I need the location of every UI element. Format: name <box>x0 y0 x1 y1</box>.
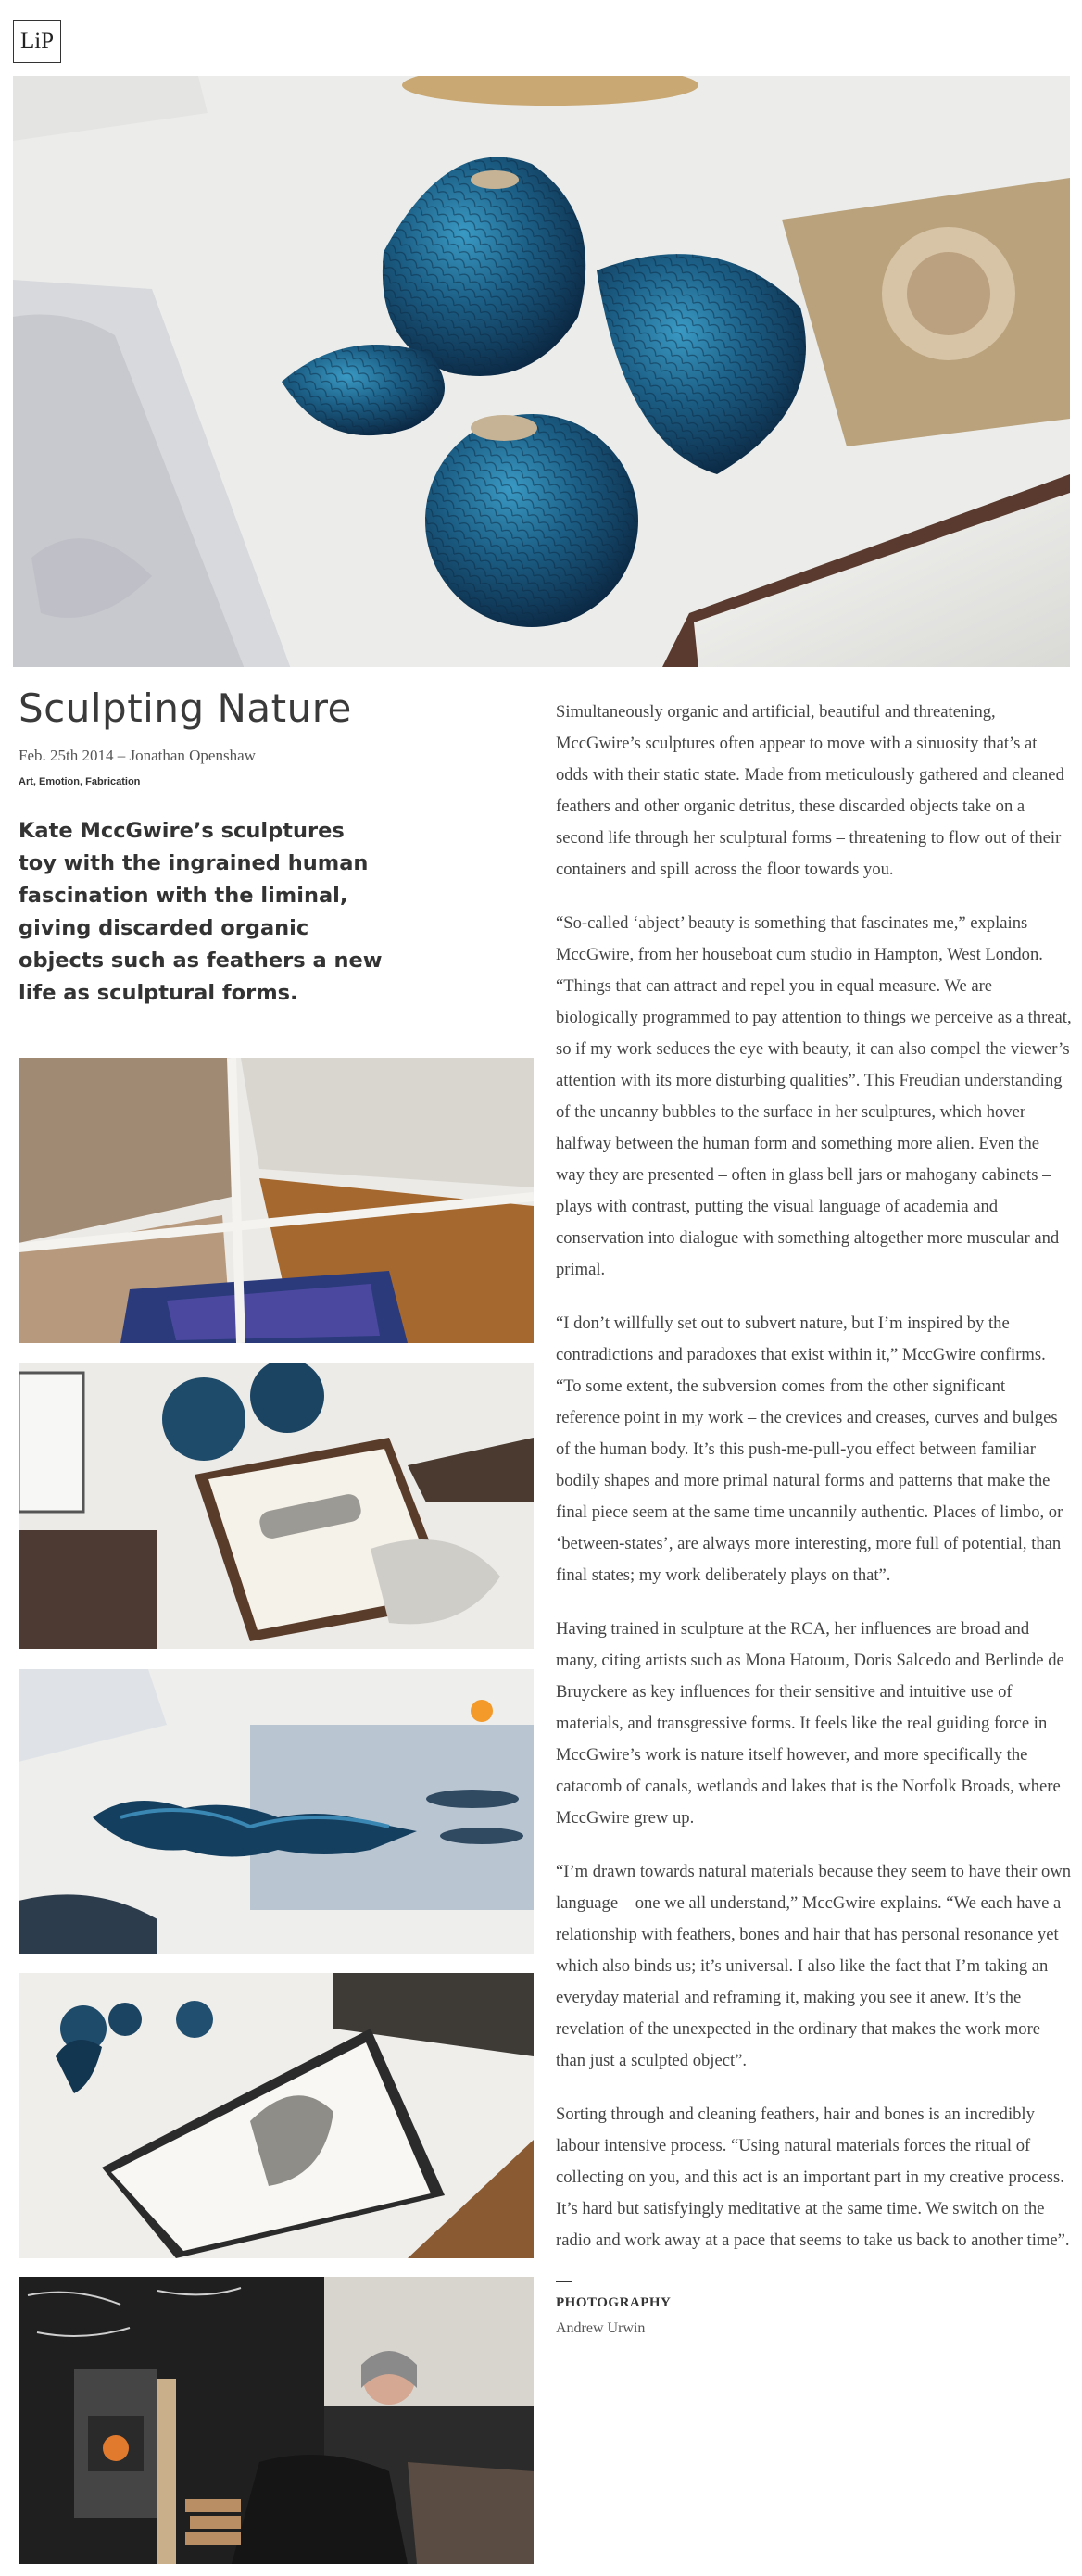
article-paragraph: “I don’t willfully set out to subvert nature, but I’m inspired by the contradictions and paradoxes that exist within it,” MccGwire confirms. “To some extent, the subversion comes from the other significant reference point in my work – the crevices and creases, curves and bulges of the human body. It’s this push-me-pull-you effect between familiar bodily shapes and more primal natural forms and patterns that make the final piece seem at the same time uncannily authentic. Places of limbo, or ‘between-states’, are always more interesting, more full of potential, than final states; my work deliberately plays on that”. <box>556 1313 1063 1585</box>
photo-artist-portrait <box>19 2277 534 2564</box>
article-meta: Feb. 25th 2014 – Jonathan Openshaw <box>19 747 256 764</box>
article-title: Sculpting Nature <box>19 685 352 731</box>
article-paragraph: Simultaneously organic and artificial, beautiful and threatening, MccGwire’s sculptures often appear to move with a sinuosity that’s at odds with their static state. Made from meticulously gathered and cleaned feathers and other organic detritus, these discarded objects take on a second life through her sculptural forms – threatening to flow out of their containers and spill across the floor towards you. <box>556 702 1064 879</box>
credit-divider <box>556 2281 572 2282</box>
photo-feather-braid <box>19 1669 534 1954</box>
article-paragraph: Sorting through and cleaning feathers, hair and bones is an incredibly labour intensive process. “Using natural materials forces the ritual of collecting on you, and this act is an important part in my creative process. It’s hard but satisfyingly meditative at the same time. We switch on the radio and work away at a pace that seems to take us back to another time”. <box>556 2105 1070 2250</box>
article-paragraph: “So-called ‘abject’ beauty is something that fascinates me,” explains MccGwire, from her houseboat cum studio in Hampton, West London. “Things that can attract and repel you in equal measure. We are biologically programmed to pay attention to things we perceive as a threat, so if my work seduces the eye with beauty, it can also compel the viewer’s attention with its more disturbing qualities”. This Freudian understanding of the uncanny bubbles to the surface in her sculptures, which hover halfway between the human form and something more alien. Even the way they are presented – often in glass bell jars or mahogany cabinets – plays with contrast, putting the visual language of academia and conservation into dialogue with something altogether more muscular and primal. <box>556 913 1072 1279</box>
article-body <box>556 697 1072 2337</box>
article-intro: Kate MccGwire’s sculptures toy with the ingrained human fascination with the liminal, giving discarded organic objects such as feathers a new life as sculptural forms. <box>19 819 383 1005</box>
photo-feather-trays <box>19 1058 534 1343</box>
article-tags[interactable]: Art, Emotion, Fabrication <box>19 776 141 787</box>
photography-credit-name: Andrew Urwin <box>556 2320 646 2336</box>
article-paragraph: “I’m drawn towards natural materials because they seem to have their own language – one we all understand,” MccGwire explains. “We each have a relationship with feathers, bones and hair that has personal resonance yet which also binds us; it’s universal. I also like the fact that I’m taking an everyday material and reframing it, making you see it anew. It’s the revelation of the unexpected in the ordinary that makes the work more than just a sculpted object”. <box>556 1862 1072 2070</box>
site-logo[interactable]: LiP <box>13 20 61 63</box>
photo-sketchbook <box>19 1363 534 1649</box>
hero-image <box>13 76 1070 667</box>
article-paragraph: Having trained in sculpture at the RCA, her influences are broad and many, citing artists such as Mona Hatoum, Doris Salcedo and Berlinde de Bruyckere as key influences for their sensitive and intuitive use of materials, and transgressive forms. It feels like the real guiding force in MccGwire’s work is nature itself however, and more specifically the catacomb of canals, wetlands and lakes that is the Norfolk Broads, where MccGwire grew up. <box>556 1619 1064 1828</box>
photo-sketch-drawing <box>19 1973 534 2258</box>
photography-credit-label: PHOTOGRAPHY <box>556 2295 672 2310</box>
